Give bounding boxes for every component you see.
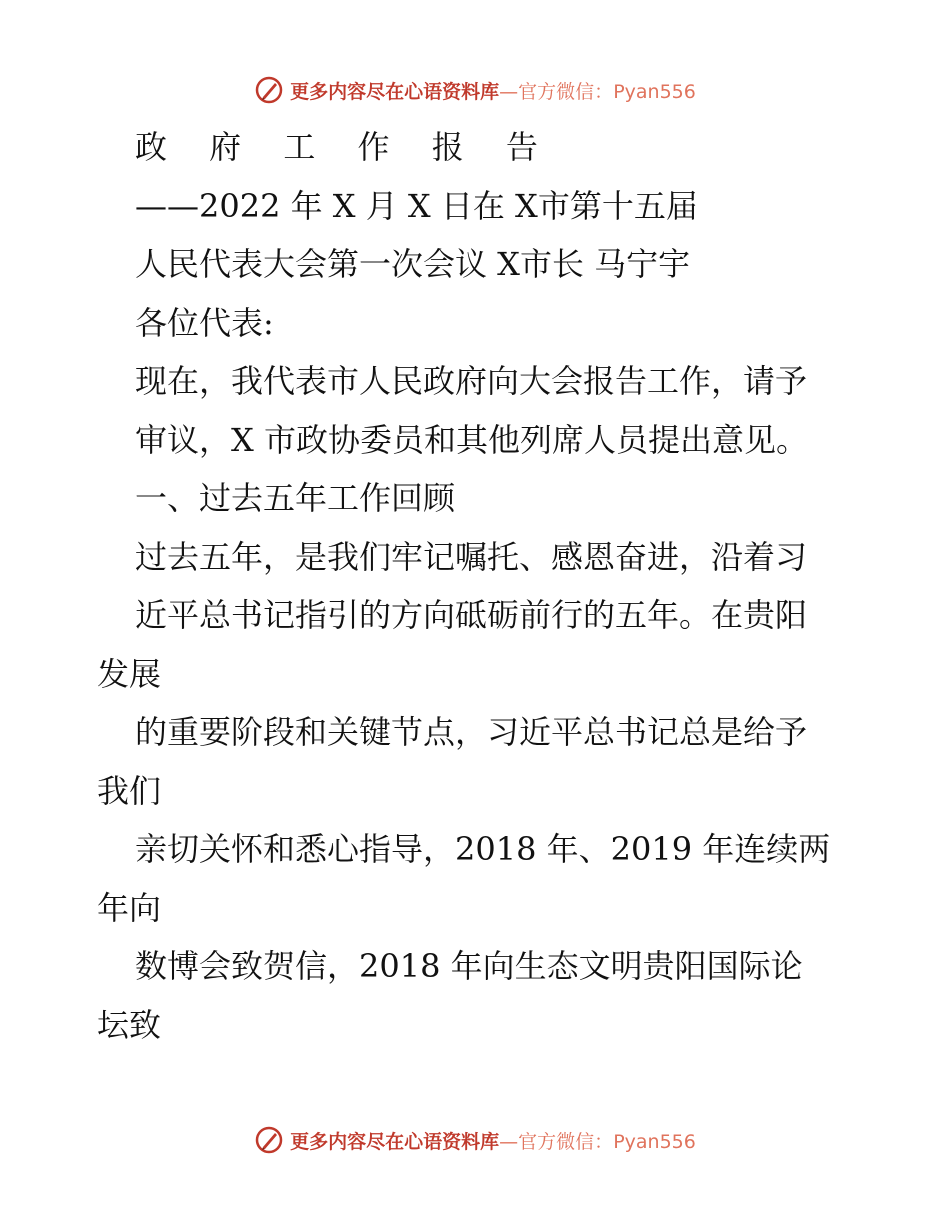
watermark-account-id: Pyan556 bbox=[613, 1130, 696, 1153]
document-body bbox=[97, 118, 857, 1054]
document-line: 年向 bbox=[97, 888, 162, 927]
watermark-official-label: 官方微信： bbox=[518, 80, 614, 103]
document-line: 人民代表大会第一次会议 X市长 马宁宇 bbox=[135, 245, 691, 283]
watermark-text bbox=[290, 77, 696, 104]
document-line: 一、过去五年工作回顾 bbox=[135, 479, 456, 517]
watermark-official-label: 官方微信： bbox=[518, 1130, 614, 1153]
document-line: 现在，我代表市人民政府向大会报告工作，请予 bbox=[135, 362, 808, 400]
watermark-separator: — bbox=[499, 1130, 519, 1153]
document-line: ——2022 年 X 月 X 日在 X市第十五届 bbox=[135, 186, 698, 225]
document-line: 的重要阶段和关键节点，习近平总书记总是给予 bbox=[135, 713, 808, 751]
watermark-site: 更多内容尽在心语资料库 bbox=[290, 80, 500, 103]
watermark-text bbox=[290, 1127, 696, 1154]
document-line: 坛致 bbox=[97, 1005, 162, 1044]
document-line: 近平总书记指引的方向砥砺前行的五年。在贵阳 bbox=[135, 596, 808, 634]
header-watermark bbox=[0, 70, 950, 110]
watermark-account-id: Pyan556 bbox=[613, 80, 696, 103]
quill-seal-icon bbox=[254, 75, 284, 105]
document-line: 各位代表: bbox=[135, 303, 274, 342]
document-line: 亲切关怀和悉心指导，2018 年、2019 年连续两 bbox=[135, 830, 831, 868]
watermark-separator: — bbox=[499, 80, 519, 103]
document-title: 政 府 工 作 报 告 bbox=[135, 128, 554, 166]
document-line: 数博会致贺信，2018 年向生态文明贵阳国际论 bbox=[135, 947, 803, 985]
quill-seal-icon bbox=[254, 1125, 284, 1155]
document-line: 审议，X 市政协委员和其他列席人员提出意见。 bbox=[135, 420, 808, 459]
document-line: 我们 bbox=[97, 771, 162, 810]
document-line: 过去五年，是我们牢记嘱托、感恩奋进，沿着习 bbox=[135, 537, 808, 576]
document-line: 发展 bbox=[97, 654, 162, 693]
footer-watermark bbox=[0, 1120, 950, 1160]
watermark-site: 更多内容尽在心语资料库 bbox=[290, 1130, 500, 1153]
